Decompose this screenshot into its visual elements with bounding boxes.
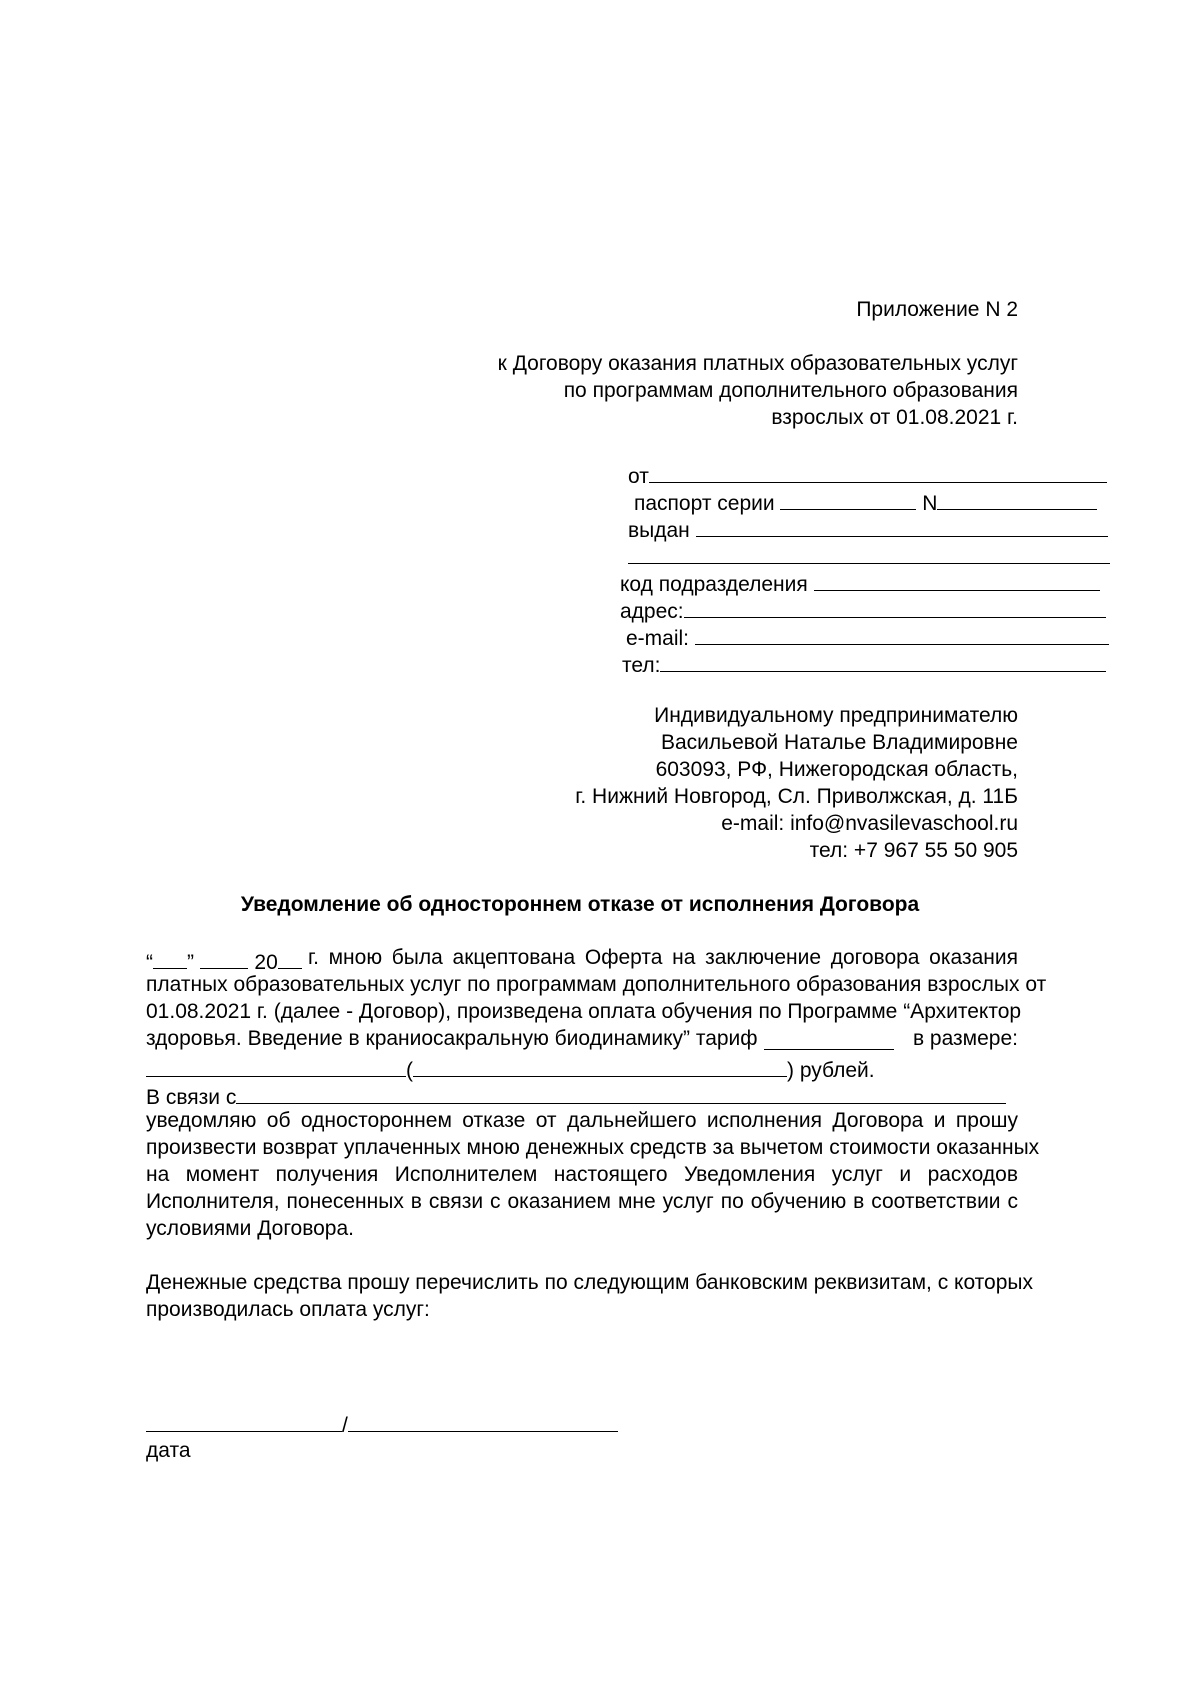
blank-line: [348, 1409, 618, 1432]
notice-title: Уведомление об одностороннем отказе от исполнения Договора: [240, 893, 920, 916]
blank-line: [278, 946, 302, 969]
notice-line-6: В связи с: [146, 1081, 1006, 1110]
blank-line: [695, 622, 1109, 645]
sender-email: e-mail:: [626, 622, 1109, 651]
recipient-line-6: тел: +7 967 55 50 905: [809, 839, 1018, 862]
appendix-title: Приложение N 2: [856, 298, 1018, 321]
contract-ref-line-2: по программам дополнительного образования: [563, 379, 1018, 402]
notice-line-2: платных образовательных услуг по программам дополнительного образования взрослых от: [146, 973, 1047, 996]
blank-line: [413, 1054, 787, 1077]
blank-line: [146, 1409, 342, 1432]
notice-para-line-5: условиями Договора.: [146, 1217, 355, 1240]
recipient-line-2: Васильевой Наталье Владимировне: [661, 731, 1018, 754]
notice-line-1: “ ” 20 г. мною была акцептована Оферта на заключение договора оказания: [146, 946, 1018, 974]
bank-line-2: производилась оплата услуг:: [146, 1298, 430, 1321]
sender-issued-cont: [628, 541, 1110, 570]
sender-from: от: [628, 460, 1107, 489]
sender-division-code: код подразделения: [620, 568, 1100, 597]
recipient-line-4: г. Нижний Новгород, Сл. Приволжская, д. 11Б: [575, 785, 1018, 808]
signature-line: /: [146, 1409, 618, 1438]
recipient-line-5: e-mail: info@nvasilevaschool.ru: [721, 812, 1018, 835]
sender-phone: тел:: [622, 649, 1106, 678]
blank-line: [684, 595, 1106, 618]
blank-line: [146, 1054, 406, 1077]
notice-para-line-2: произвести возврат уплаченных мною денежных средств за вычетом стоимости оказанных: [146, 1136, 1040, 1159]
blank-line: [814, 568, 1100, 591]
contract-ref-line-1: к Договору оказания платных образовательных услуг: [497, 352, 1018, 375]
notice-para-line-1: уведомляю об одностороннем отказе от дальнейшего исполнения Договора и прошу: [146, 1109, 1018, 1132]
notice-line-4: здоровья. Введение в краниосакральную биодинамику” тариф в размере:: [146, 1027, 1018, 1050]
blank-line: [660, 649, 1106, 672]
blank-line: [764, 1027, 894, 1050]
blank-line: [696, 514, 1108, 537]
blank-line: [937, 487, 1097, 510]
contract-ref-line-3: взрослых от 01.08.2021 г.: [771, 406, 1018, 429]
blank-line: [200, 946, 248, 969]
sender-passport: паспорт серии N: [634, 487, 1097, 516]
blank-line: [649, 460, 1107, 483]
date-label: дата: [146, 1439, 191, 1462]
sender-issued: выдан: [628, 514, 1108, 543]
blank-line: [236, 1081, 1006, 1104]
notice-line-3: 01.08.2021 г. (далее - Договор), произведена оплата обучения по Программе “Архитектор: [146, 1000, 1022, 1023]
sender-address: адрес:: [620, 595, 1106, 624]
notice-line-5: ( ) рублей.: [146, 1054, 875, 1083]
bank-line-1: Денежные средства прошу перечислить по следующим банковским реквизитам, с которых: [146, 1271, 1034, 1294]
blank-line: [780, 487, 916, 510]
recipient-line-3: 603093, РФ, Нижегородская область,: [655, 758, 1018, 781]
blank-line: [628, 541, 1110, 564]
notice-para-line-4: Исполнителя, понесенных в связи с оказанием мне услуг по обучению в соответствии с: [146, 1190, 1018, 1213]
recipient-line-1: Индивидуальному предпринимателю: [654, 704, 1018, 727]
notice-para-line-3: на момент получения Исполнителем настоящего Уведомления услуг и расходов: [146, 1163, 1018, 1186]
blank-line: [153, 946, 187, 969]
